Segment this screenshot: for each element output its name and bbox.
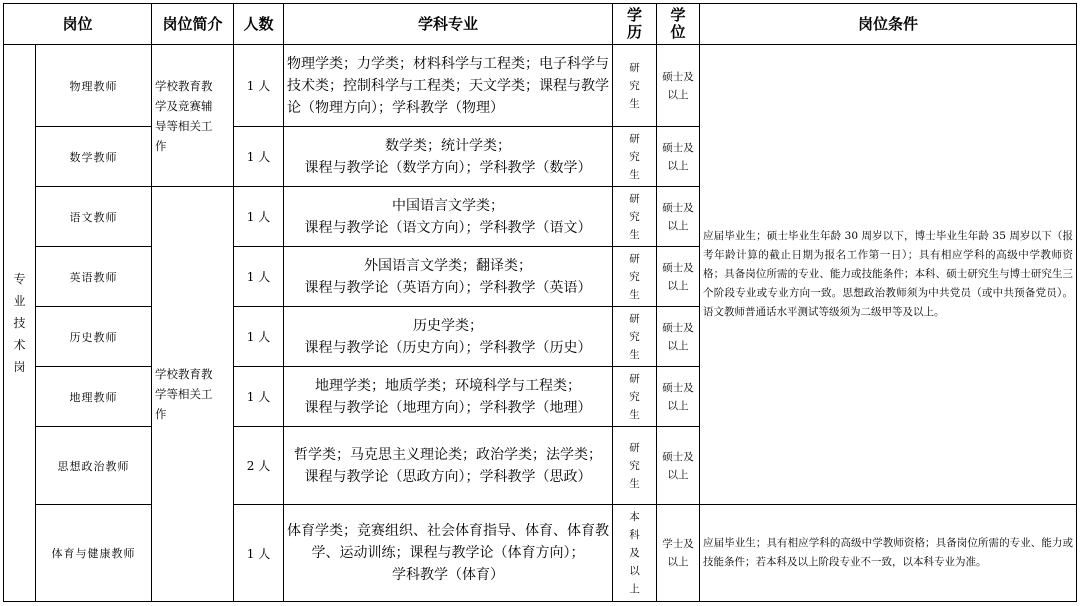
major-cell: 历史学类； 课程与教学论（历史方向）；学科教学（历史）: [284, 307, 613, 367]
count-cell: 2 人: [234, 427, 284, 505]
major-cell: 数学类；统计学类； 课程与教学论（数学方向）；学科教学（数学）: [284, 127, 613, 187]
education-cell: 研究生: [613, 427, 657, 505]
education-cell: 研究生: [613, 307, 657, 367]
degree-cell: 硕士及以上: [657, 427, 700, 505]
count-cell: 1 人: [234, 505, 284, 602]
major-cell: 物理学类；力学类；材料科学与工程类；电子科学与技术类；控制科学与工程类；天文学类；课程与教学论（物理方向）；学科教学（物理）: [284, 45, 613, 127]
table-row: [4, 45, 1077, 127]
header-conditions: 岗位条件: [700, 4, 1077, 45]
header-major: 学科专业: [284, 4, 613, 45]
header-degree: 学位: [657, 4, 700, 45]
header-position: 岗位: [4, 4, 152, 45]
count-cell: 1 人: [234, 45, 284, 127]
position-cell: 数学教师: [36, 127, 152, 187]
count-cell: 1 人: [234, 127, 284, 187]
recruitment-table: [3, 3, 1077, 602]
major-cell: 哲学类；马克思主义理论类；政治学类；法学类； 课程与教学论（思政方向）；学科教学（思政）: [284, 427, 613, 505]
count-cell: 1 人: [234, 187, 284, 247]
position-cell: 地理教师: [36, 367, 152, 427]
education-cell: 研究生: [613, 127, 657, 187]
count-cell: 1 人: [234, 247, 284, 307]
position-cell: 体育与健康教师: [36, 505, 152, 602]
category-cell: 专业技术岗: [4, 45, 36, 602]
header-row: [4, 4, 1077, 45]
degree-cell: 硕士及以上: [657, 187, 700, 247]
degree-cell: 硕士及以上: [657, 367, 700, 427]
count-cell: 1 人: [234, 367, 284, 427]
position-cell: 语文教师: [36, 187, 152, 247]
degree-cell: 硕士及以上: [657, 307, 700, 367]
degree-cell: 硕士及以上: [657, 247, 700, 307]
education-cell: 本科及以上: [613, 505, 657, 602]
major-cell: 地理学类；地质学类；环境科学与工程类； 课程与教学论（地理方向）；学科教学（地理）: [284, 367, 613, 427]
conditions-cell: 应届毕业生；具有相应学科的高级中学教师资格；具备岗位所需的专业、能力或技能条件；若本科及以上阶段专业不一致，以本科专业为准。: [700, 505, 1077, 602]
intro-cell: 学校教育教学及竞赛辅导等相关工作: [152, 45, 234, 187]
major-cell: 外国语言文学类；翻译类； 课程与教学论（英语方向）；学科教学（英语）: [284, 247, 613, 307]
degree-cell: 硕士及以上: [657, 127, 700, 187]
education-cell: 研究生: [613, 247, 657, 307]
intro-cell: 学校教育教学等相关工作: [152, 187, 234, 602]
header-count: 人数: [234, 4, 284, 45]
position-cell: 历史教师: [36, 307, 152, 367]
position-cell: 英语教师: [36, 247, 152, 307]
major-cell: 体育学类；竞赛组织、社会体育指导、体育、体育教学、运动训练；课程与教学论（体育方向）； 学科教学（体育）: [284, 505, 613, 602]
header-education: 学历: [613, 4, 657, 45]
degree-cell: 硕士及以上: [657, 45, 700, 127]
conditions-cell: 应届毕业生；硕士毕业生年龄 30 周岁以下，博士毕业生年龄 35 周岁以下（报考年龄计算的截止日期为报名工作第一日）；具有相应学科的高级中学教师资格；具备岗位所需的专业、能力或技能条件；本科、硕士研究生与博士研究生三个阶段专业或专业方向一致。思想政治教师须为中共党员（或中共预备党员）。语文教师普通话水平测试等级须为二级甲等及以上。: [700, 45, 1077, 505]
education-cell: 研究生: [613, 367, 657, 427]
education-cell: 研究生: [613, 187, 657, 247]
education-cell: 研究生: [613, 45, 657, 127]
position-cell: 物理教师: [36, 45, 152, 127]
position-cell: 思想政治教师: [36, 427, 152, 505]
header-intro: 岗位简介: [152, 4, 234, 45]
major-cell: 中国语言文学类； 课程与教学论（语文方向）；学科教学（语文）: [284, 187, 613, 247]
count-cell: 1 人: [234, 307, 284, 367]
degree-cell: 学士及以上: [657, 505, 700, 602]
